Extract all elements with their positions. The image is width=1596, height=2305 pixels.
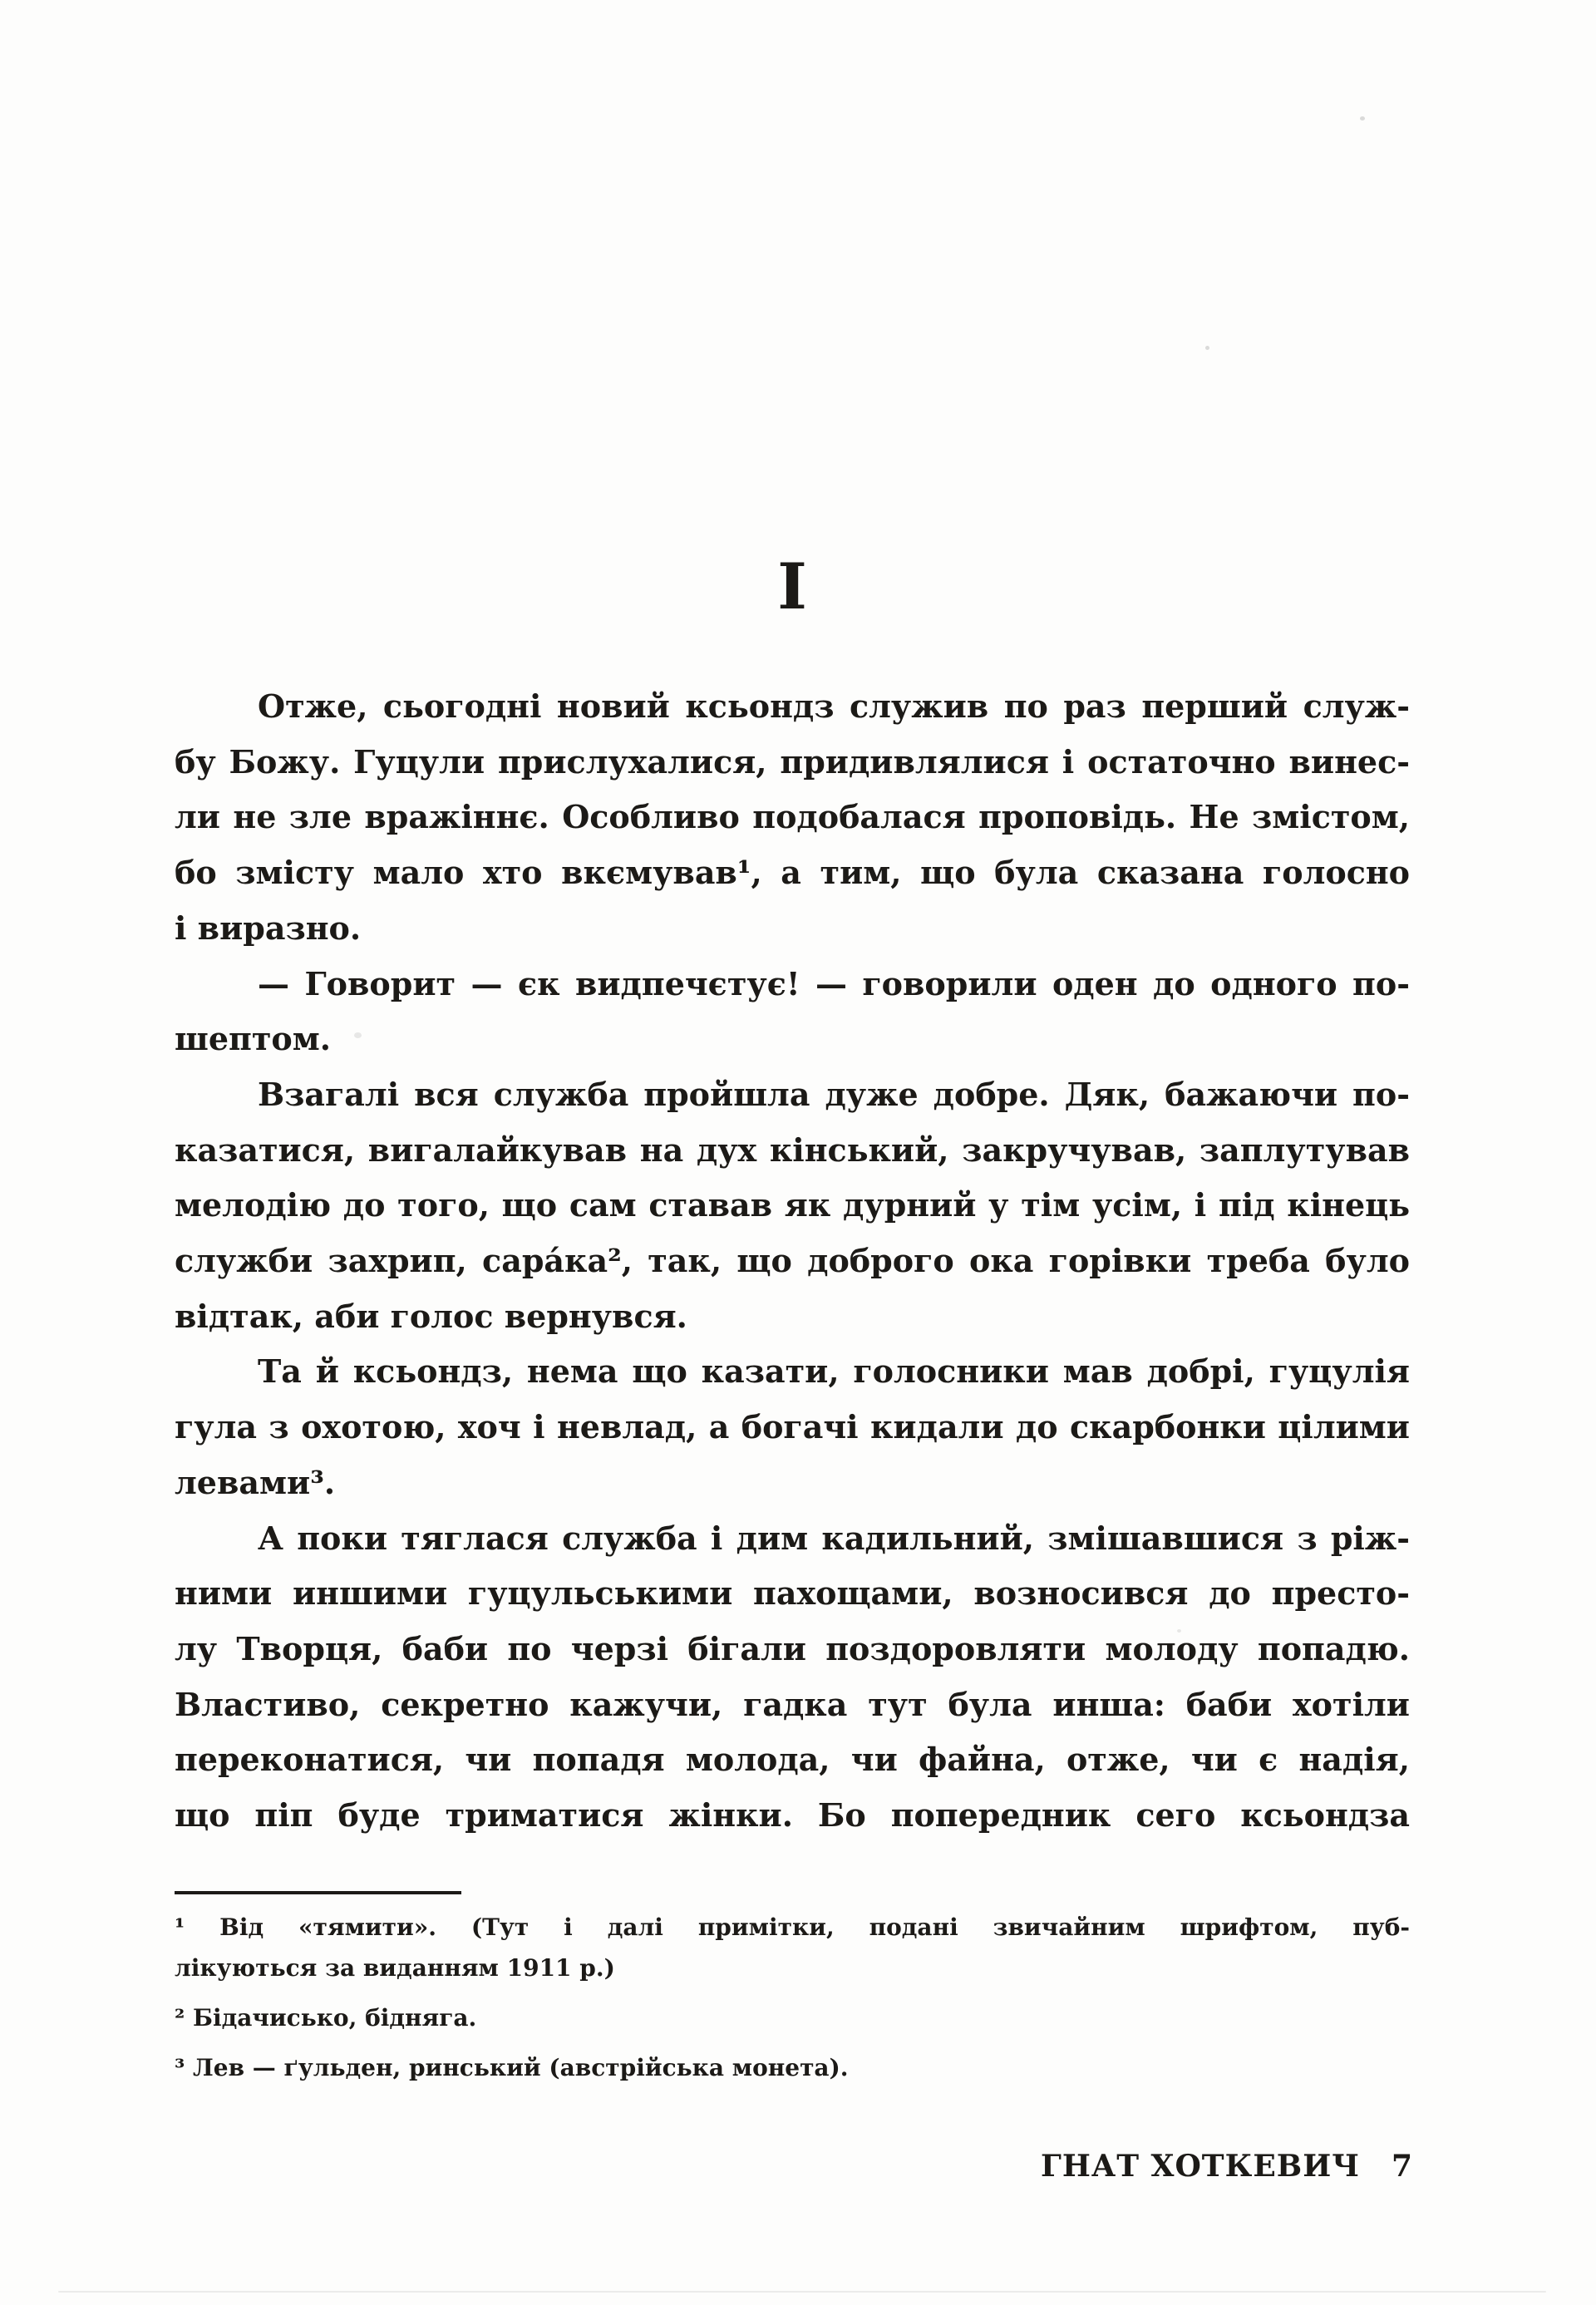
text-line: шептом. bbox=[175, 1020, 331, 1058]
footnote-separator bbox=[175, 1891, 461, 1894]
scan-speck bbox=[354, 1032, 362, 1038]
text-line: переконатися, чи попадя молода, чи файна, отже, чи є надія, bbox=[175, 1741, 1410, 1779]
footnote bbox=[175, 2047, 1410, 2088]
chapter-number: I bbox=[777, 549, 807, 623]
body-text bbox=[175, 679, 1410, 1844]
text-line: лу Творця, баби по черзі бігали поздоровляти молоду попадю. bbox=[175, 1629, 1410, 1667]
text-line: левами³. bbox=[175, 1463, 336, 1501]
scan-edge-artifact bbox=[58, 2291, 1546, 2293]
text-line: казатися, вигалайкував на дух кінський, закручував, заплутував bbox=[175, 1130, 1410, 1169]
text-line: ³ Лев — ґульден, ринський (австрійська монета). bbox=[175, 2054, 849, 2081]
paragraph bbox=[175, 1344, 1410, 1510]
text-line: — Говорит — єк видпечєтує! — говорили оден до одного по- bbox=[258, 964, 1410, 1002]
footnote bbox=[175, 1997, 1410, 2038]
text-line: відтак, аби голос вернувся. bbox=[175, 1297, 687, 1335]
text-line: ли не зле вражіннє. Особливо подобалася проповідь. Не змістом, bbox=[175, 798, 1410, 836]
footer-page-number: 7 bbox=[1391, 2149, 1413, 2184]
text-line: ¹ Від «тямити». (Тут і далі примітки, подані звичайним шрифтом, пуб- bbox=[175, 1913, 1410, 1941]
scan-speck bbox=[1360, 116, 1365, 121]
text-line: мелодію до того, що сам ставав як дурний у тім усім, і під кінець bbox=[175, 1186, 1410, 1224]
page-footer bbox=[1041, 2149, 1413, 2184]
text-line: служби захрип, сара́ка², так, що доброго ока горівки треба було bbox=[175, 1242, 1410, 1280]
text-line: бо змісту мало хто вкємував¹, а тим, що була сказана голосно bbox=[175, 854, 1410, 892]
footer-author: ГНАТ ХОТКЕВИЧ bbox=[1041, 2149, 1361, 2184]
scan-speck bbox=[1205, 346, 1209, 350]
text-line: Отже, сьогодні новий ксьондз служив по раз перший служ- bbox=[258, 687, 1410, 725]
text-line: А поки тяглася служба і дим кадильний, змішавшися з ріж- bbox=[258, 1519, 1410, 1557]
text-line: ними иншими гуцульськими пахощами, возносився до престо- bbox=[175, 1574, 1410, 1613]
text-line: Взагалі вся служба пройшла дуже добре. Дяк, бажаючи по- bbox=[258, 1075, 1410, 1113]
text-line: лікуються за виданням 1911 р.) bbox=[175, 1954, 615, 1982]
paragraph bbox=[175, 1067, 1410, 1345]
paragraph bbox=[175, 957, 1410, 1067]
paragraph bbox=[175, 679, 1410, 957]
text-line: що піп буде триматися жінки. Бо попередник сего ксьондза bbox=[175, 1796, 1410, 1835]
text-line: ² Бідачисько, бідняга. bbox=[175, 2004, 477, 2032]
footnotes bbox=[175, 1907, 1410, 2097]
text-line: Та й ксьондз, нема що казати, голосники мав добрі, гуцулія bbox=[258, 1352, 1410, 1391]
text-line: Властиво, секретно кажучи, гадка тут була инша: баби хотіли bbox=[175, 1685, 1410, 1723]
text-line: і виразно. bbox=[175, 909, 362, 947]
text-line: гула з охотою, хоч і невлад, а богачі кидали до скарбонки цілими bbox=[175, 1408, 1410, 1446]
footnote bbox=[175, 1907, 1410, 1988]
scan-speck bbox=[1177, 1629, 1181, 1633]
paragraph bbox=[175, 1511, 1410, 1844]
text-line: бу Божу. Гуцули прислухалися, придивлялися і остаточно винес- bbox=[175, 742, 1410, 781]
